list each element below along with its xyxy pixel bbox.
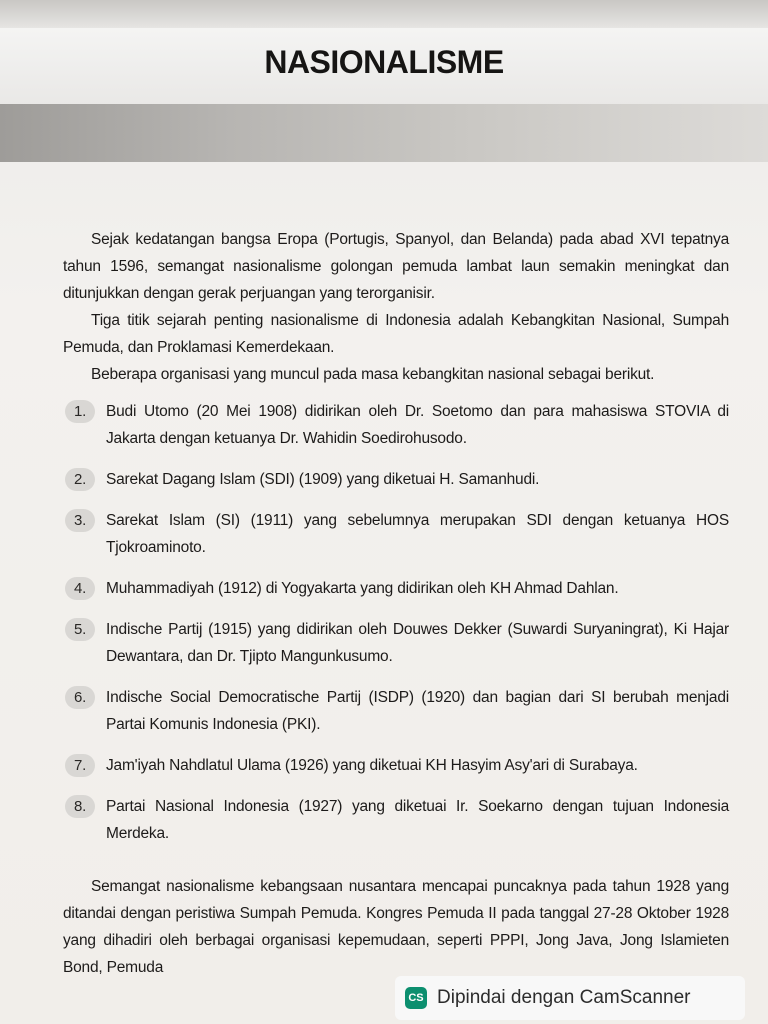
list-item xyxy=(63,793,729,847)
list-item xyxy=(63,398,729,452)
list-item xyxy=(63,752,729,779)
watermark-text: Dipindai dengan CamScanner xyxy=(437,987,691,1008)
list-item-text: Jam'iyah Nahdlatul Ulama (1926) yang diketuai KH Hasyim Asy'ari di Surabaya. xyxy=(106,757,638,774)
page-top-edge xyxy=(0,0,768,28)
list-item-text: Sarekat Dagang Islam (SDI) (1909) yang diketuai H. Samanhudi. xyxy=(106,471,540,488)
organization-list xyxy=(63,398,729,847)
list-item-text: Sarekat Islam (SI) (1911) yang sebelumnya merupakan SDI dengan ketuanya HOS Tjokroaminoto. xyxy=(106,512,729,556)
list-number-badge: 7. xyxy=(65,754,95,777)
list-item-text: Indische Partij (1915) yang didirikan oleh Douwes Dekker (Suwardi Suryaningrat), Ki Hajar Dewantara, dan Dr. Tjipto Mangunkusumo. xyxy=(106,621,729,665)
list-item-text: Partai Nasional Indonesia (1927) yang diketuai Ir. Soekarno dengan tujuan Indonesia Merdeka. xyxy=(106,798,729,842)
list-item xyxy=(63,466,729,493)
page-title: NASIONALISME xyxy=(264,44,504,80)
list-number-badge: 2. xyxy=(65,468,95,491)
list-number-badge: 5. xyxy=(65,618,95,641)
list-item xyxy=(63,616,729,670)
body-content xyxy=(63,226,729,981)
list-number-badge: 4. xyxy=(65,577,95,600)
paragraph-intro: Sejak kedatangan bangsa Eropa (Portugis, Spanyol, dan Belanda) pada abad XVI tepatnya tahun 1596, semangat nasionalisme golongan pemuda lambat laun semakin meningkat dan ditunjukkan dengan gerak perjuangan yang terorganisir. xyxy=(63,231,729,302)
camscanner-watermark xyxy=(395,976,745,1020)
paragraph-closing: Semangat nasionalisme kebangsaan nusantara mencapai puncaknya pada tahun 1928 yang ditandai dengan peristiwa Sumpah Pemuda. Kongres Pemuda II pada tanggal 27-28 Oktober 1928 yang dihadiri oleh berbagai organisasi kepemudaan, seperti PPPI, Jong Java, Jong Islamieten Bond, Pemuda xyxy=(63,878,729,976)
list-number-badge: 1. xyxy=(65,400,95,423)
decorative-gray-band xyxy=(0,104,768,162)
paragraph-history-points: Tiga titik sejarah penting nasionalisme di Indonesia adalah Kebangkitan Nasional, Sumpah Pemuda, dan Proklamasi Kemerdekaan. xyxy=(63,312,729,356)
list-item xyxy=(63,684,729,738)
list-item xyxy=(63,575,729,602)
list-item-text: Muhammadiyah (1912) di Yogyakarta yang didirikan oleh KH Ahmad Dahlan. xyxy=(106,580,619,597)
list-item-text: Indische Social Democratische Partij (ISDP) (1920) dan bagian dari SI berubah menjadi Partai Komunis Indonesia (PKI). xyxy=(106,689,729,733)
list-item-text: Budi Utomo (20 Mei 1908) didirikan oleh Dr. Soetomo dan para mahasiswa STOVIA di Jakarta dengan ketuanya Dr. Wahidin Soedirohusodo. xyxy=(106,403,729,447)
list-number-badge: 6. xyxy=(65,686,95,709)
list-number-badge: 3. xyxy=(65,509,95,532)
paragraph-list-intro: Beberapa organisasi yang muncul pada masa kebangkitan nasional sebagai berikut. xyxy=(91,366,655,383)
list-number-badge: 8. xyxy=(65,795,95,818)
camscanner-logo-icon: CS xyxy=(405,987,427,1009)
list-item xyxy=(63,507,729,561)
